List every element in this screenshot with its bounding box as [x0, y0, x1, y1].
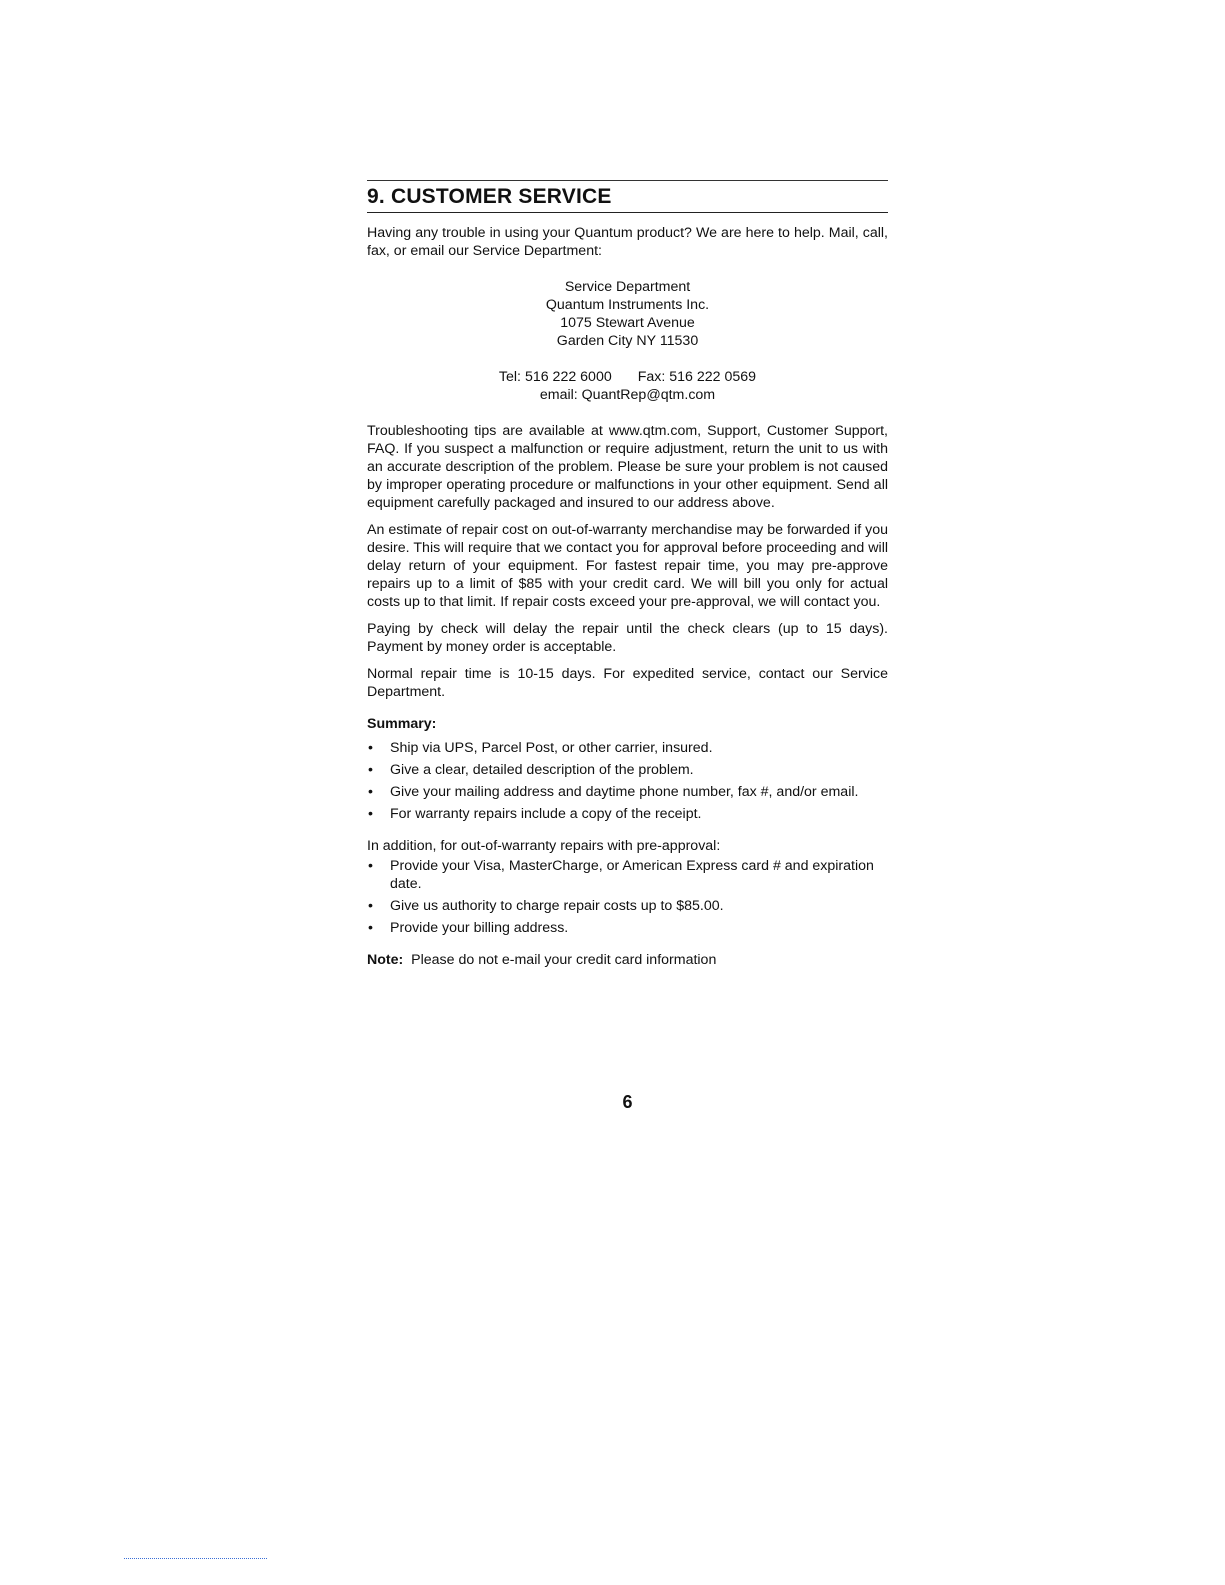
list-item: • For warranty repairs include a copy of the receipt.	[368, 806, 702, 822]
section-heading: 9. CUSTOMER SERVICE	[367, 185, 612, 208]
troubleshooting-paragraph: Troubleshooting tips are available at www.qtm.com, Support, Customer Support, FAQ. If you suspect a malfunction or require adjustment, return the unit to us with an accurate description of the problem. Please be sure your problem is not caused by improper operating procedure or malfunctions in your other equipment. Send all equipment carefully packaged and insured to our address above.	[367, 423, 888, 511]
addition-intro: In addition, for out-of-warranty repairs with pre-approval:	[367, 838, 721, 854]
note	[367, 951, 888, 969]
address-line-1: Service Department	[564, 279, 691, 295]
address-line-3: 1075 Stewart Avenue	[560, 315, 695, 331]
summary-title: Summary:	[367, 716, 437, 732]
heading-bottom-rule	[367, 212, 888, 213]
page-number: 6	[622, 1092, 633, 1112]
addition-list	[367, 857, 888, 937]
contact-info	[367, 368, 888, 404]
note-label: Note:	[367, 952, 404, 968]
repair-time-paragraph: Normal repair time is 10-15 days. For expedited service, contact our Service Department.	[367, 666, 888, 700]
bullet-icon: •	[368, 898, 373, 914]
bullet-icon: •	[368, 806, 373, 822]
summary-list	[367, 739, 888, 823]
bullet-icon: •	[368, 762, 373, 778]
address-line-2: Quantum Instruments Inc.	[545, 297, 710, 313]
list-item: • Give your mailing address and daytime phone number, fax #, and/or email.	[368, 784, 859, 800]
service-address	[367, 278, 888, 350]
address-line-4: Garden City NY 11530	[556, 333, 699, 349]
bullet-icon: •	[368, 784, 373, 800]
intro-paragraph: Having any trouble in using your Quantum product? We are here to help. Mail, call, fax, or email our Service Department:	[367, 225, 888, 259]
list-item: • Give a clear, detailed description of the problem.	[368, 762, 694, 778]
section-content	[367, 224, 888, 978]
note-text: Please do not e-mail your credit card information	[411, 952, 717, 968]
email-address: email: QuantRep@qtm.com	[539, 387, 716, 403]
list-item: • Provide your Visa, MasterCharge, or American Express card # and expiration date.	[368, 858, 874, 892]
telephone-number: Tel: 516 222 6000	[498, 369, 612, 385]
heading-top-rule	[367, 180, 888, 181]
list-item: • Provide your billing address.	[368, 920, 569, 936]
payment-paragraph: Paying by check will delay the repair until the check clears (up to 15 days). Payment by money order is acceptable.	[367, 621, 888, 655]
bullet-icon: •	[368, 740, 373, 756]
estimate-paragraph: An estimate of repair cost on out-of-warranty merchandise may be forwarded if you desire. This will require that we contact you for approval before proceeding and will delay return of your equipment. For fastest repair time, you may pre-approve repairs up to a limit of $85 with your credit card. We will bill you only for actual costs up to that limit. If repair costs exceed your pre-approval, we will contact you.	[367, 522, 888, 610]
list-item: • Give us authority to charge repair costs up to $85.00.	[368, 898, 724, 914]
list-item: • Ship via UPS, Parcel Post, or other carrier, insured.	[368, 740, 713, 756]
fax-number: Fax: 516 222 0569	[637, 369, 757, 385]
bottom-link-underline	[124, 1557, 267, 1559]
bullet-icon: •	[368, 858, 373, 874]
bullet-icon: •	[368, 920, 373, 936]
phone-fax-line	[367, 368, 888, 386]
